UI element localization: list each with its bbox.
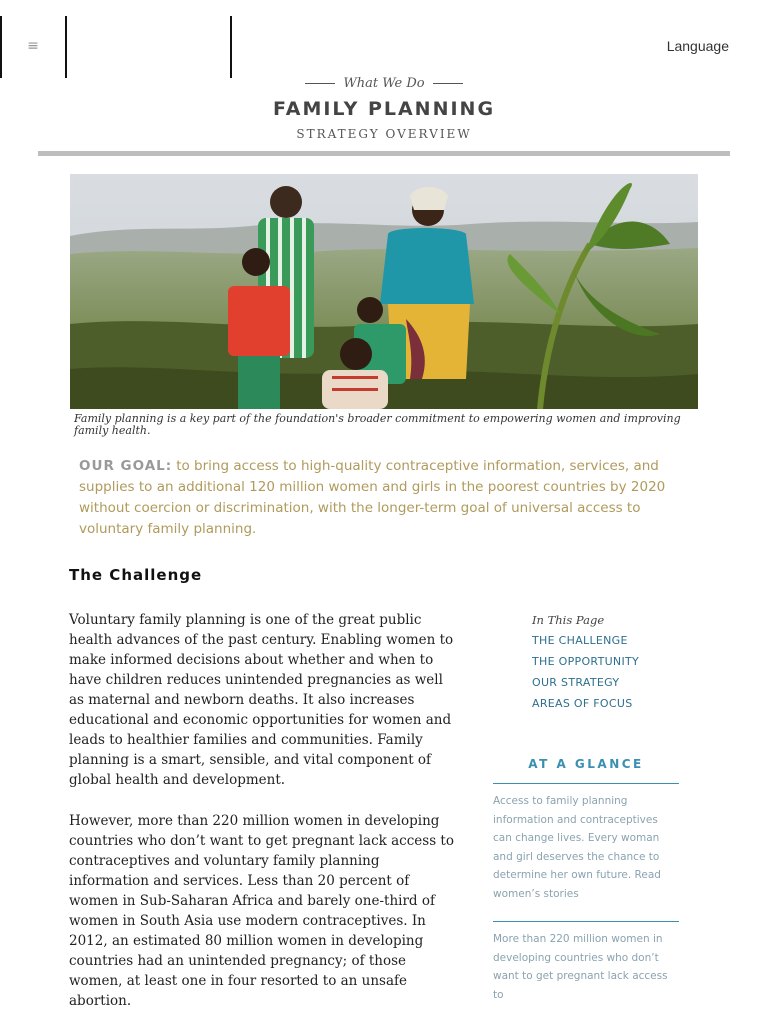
section-heading: The Challenge bbox=[69, 566, 203, 584]
goal-statement bbox=[79, 456, 689, 540]
header-rule bbox=[38, 151, 730, 156]
glance-item[interactable]: Access to family planning information and contraceptives can change lives. Every woman and girl deserves the chance to determine her own future. Read women’s stories bbox=[493, 795, 661, 900]
glance-title: AT A GLANCE bbox=[528, 757, 644, 771]
goal-label: OUR GOAL: bbox=[79, 458, 173, 474]
top-bar bbox=[0, 0, 768, 80]
divider bbox=[230, 16, 232, 78]
hero-image bbox=[70, 174, 698, 409]
divider bbox=[0, 16, 2, 78]
image-caption: Family planning is a key part of the foundation's broader commitment to empowering women and improving family health. bbox=[74, 412, 681, 437]
page-title: FAMILY PLANNING bbox=[272, 98, 496, 120]
body-paragraph: However, more than 220 million women in developing countries who don’t want to get pregnant lack access to contraceptives and voluntary family planning information and services. Less than 20 percent of women in Sub-Saharan Africa and barely one-third of women in South Asia use modern contraceptives. In 2012, an estimated 80 million women in developing countries had an unintended pregnancy; of those women, at least one in four resorted to an unsafe abortion. bbox=[69, 813, 454, 1009]
hamburger-menu-icon[interactable]: ≡ bbox=[27, 38, 39, 54]
divider bbox=[493, 921, 679, 922]
language-selector[interactable]: Language bbox=[666, 38, 729, 54]
glance-item[interactable]: More than 220 million women in developing countries who don’t want to get pregnant lack access to bbox=[493, 933, 668, 1001]
page-subtitle: STRATEGY OVERVIEW bbox=[296, 127, 472, 141]
toc-item-areas-of-focus[interactable]: AREAS OF FOCUS bbox=[532, 697, 633, 710]
goal-text: to bring access to high-quality contraceptive information, services, and supplies to an additional 120 million women and girls in the poorest countries by 2020 without coercion or discrimination, with the longer-term goal of universal access to voluntary family planning. bbox=[79, 458, 666, 537]
eyebrow-label: What We Do bbox=[343, 76, 425, 91]
toc-item-challenge[interactable]: THE CHALLENGE bbox=[532, 634, 628, 647]
toc-title: In This Page bbox=[532, 613, 605, 627]
divider bbox=[65, 16, 67, 78]
toc-item-opportunity[interactable]: THE OPPORTUNITY bbox=[532, 655, 640, 668]
body-paragraph: Voluntary family planning is one of the great public health advances of the past century. Enabling women to make informed decisions about whether and when to have children reduces unintended pregnancies as well as maternal and newborn deaths. It also increases educational and economic opportunities for women and leads to healthier families and communities. Family planning is a smart, sensible, and vital component of global health and development. bbox=[69, 612, 454, 788]
eyebrow bbox=[0, 76, 768, 91]
divider bbox=[493, 783, 679, 784]
toc-item-strategy[interactable]: OUR STRATEGY bbox=[532, 676, 620, 689]
in-this-page-nav bbox=[532, 612, 712, 717]
